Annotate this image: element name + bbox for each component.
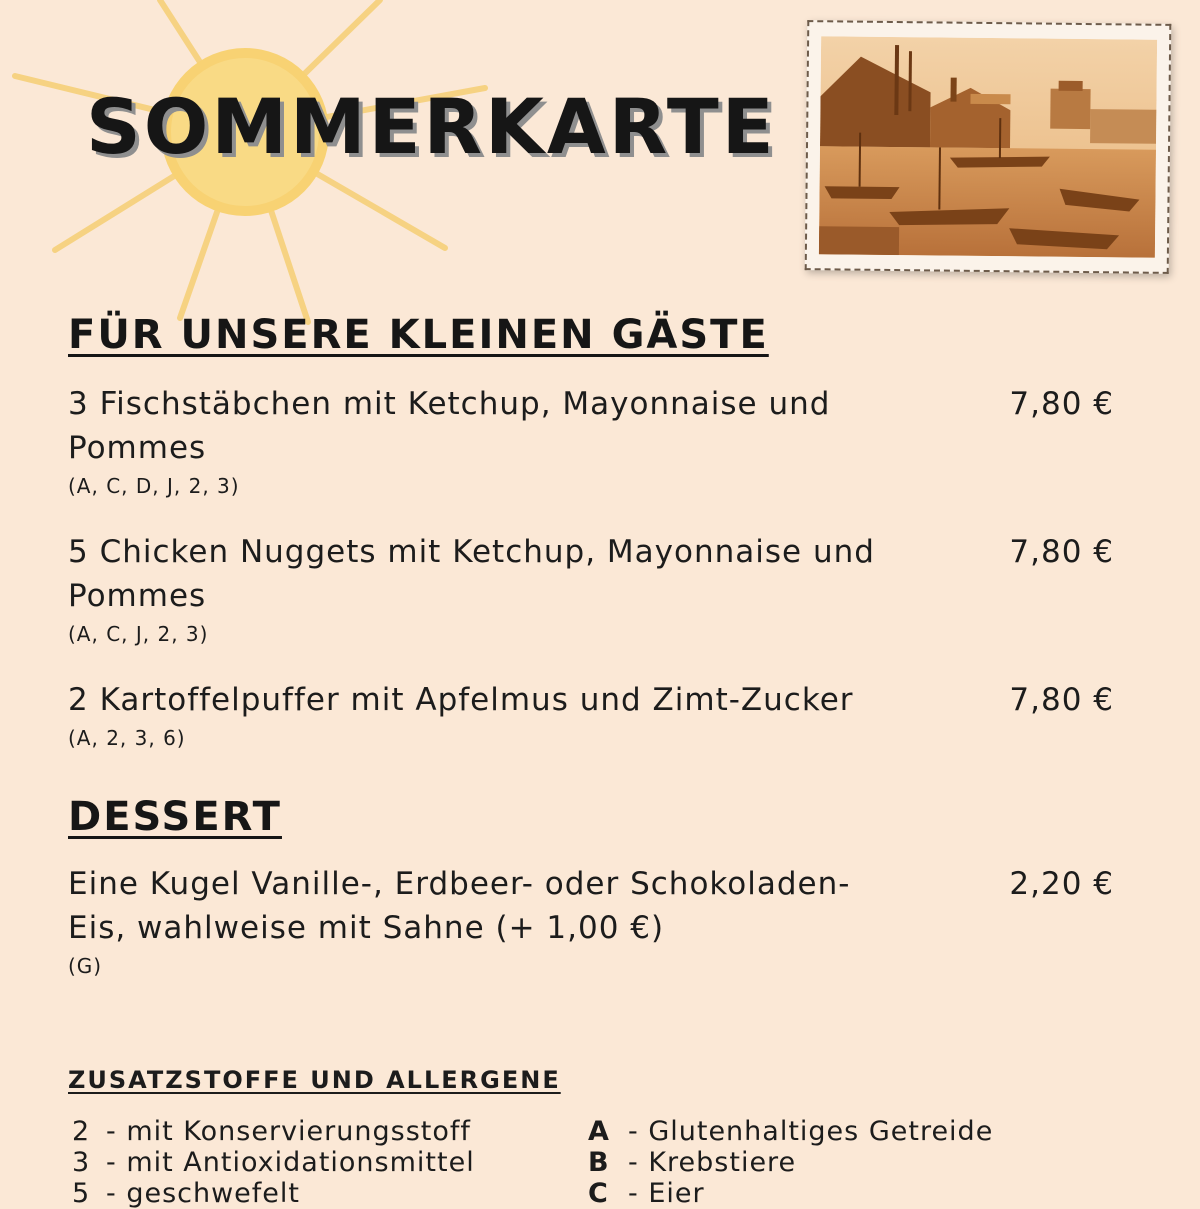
item-price: 7,80 € (1009, 678, 1114, 722)
item-allergens: (A, C, J, 2, 3) (68, 622, 1118, 646)
item-name: 5 Chicken Nuggets mit Ketchup, Mayonnaise und Pommes (68, 530, 888, 618)
item-price: 2,20 € (1009, 862, 1114, 906)
legend-row (72, 1178, 475, 1209)
legend-title: ZUSATZSTOFFE UND ALLERGENE (68, 1066, 561, 1094)
item-allergens: (A, 2, 3, 6) (68, 726, 1118, 750)
additives-list (72, 1116, 475, 1209)
legend-row (72, 1116, 475, 1147)
menu-item (68, 678, 1118, 750)
legend-label: - Eier (628, 1178, 705, 1209)
legend-row (588, 1178, 993, 1209)
item-name: 3 Fischstäbchen mit Ketchup, Mayonnaise und Pommes (68, 382, 888, 470)
menu-item (68, 530, 1118, 646)
menu-item (68, 862, 1118, 978)
legend-label: - Glutenhaltiges Getreide (628, 1116, 993, 1147)
section-title-kids: FÜR UNSERE KLEINEN GÄSTE (68, 312, 769, 358)
legend-label: - mit Konservierungsstoff (106, 1116, 471, 1147)
item-price: 7,80 € (1009, 382, 1114, 426)
allergens-list (588, 1116, 993, 1209)
legend-code: 3 (72, 1147, 106, 1178)
legend-row (72, 1147, 475, 1178)
legend-label: - Krebstiere (628, 1147, 796, 1178)
legend-code: A (588, 1116, 628, 1147)
item-allergens: (A, C, D, J, 2, 3) (68, 474, 1118, 498)
legend-code: 2 (72, 1116, 106, 1147)
item-price: 7,80 € (1009, 530, 1114, 574)
vintage-harbor-photo (805, 20, 1172, 274)
legend-code: B (588, 1147, 628, 1178)
item-name: Eine Kugel Vanille-, Erdbeer- oder Schokoladen-Eis, wahlweise mit Sahne (+ 1,00 €) (68, 862, 888, 950)
item-name: 2 Kartoffelpuffer mit Apfelmus und Zimt-Zucker (68, 678, 888, 722)
legend-row (588, 1147, 993, 1178)
page-title: SOMMERKARTE (86, 82, 777, 171)
legend-label: - mit Antioxidationsmittel (106, 1147, 475, 1178)
legend-row (588, 1116, 993, 1147)
section-title-dessert: DESSERT (68, 794, 282, 840)
harbor-image (819, 36, 1157, 258)
legend-label: - geschwefelt (106, 1178, 300, 1209)
item-allergens: (G) (68, 954, 1118, 978)
legend-code: 5 (72, 1178, 106, 1209)
menu-item (68, 382, 1118, 498)
legend-code: C (588, 1178, 628, 1209)
